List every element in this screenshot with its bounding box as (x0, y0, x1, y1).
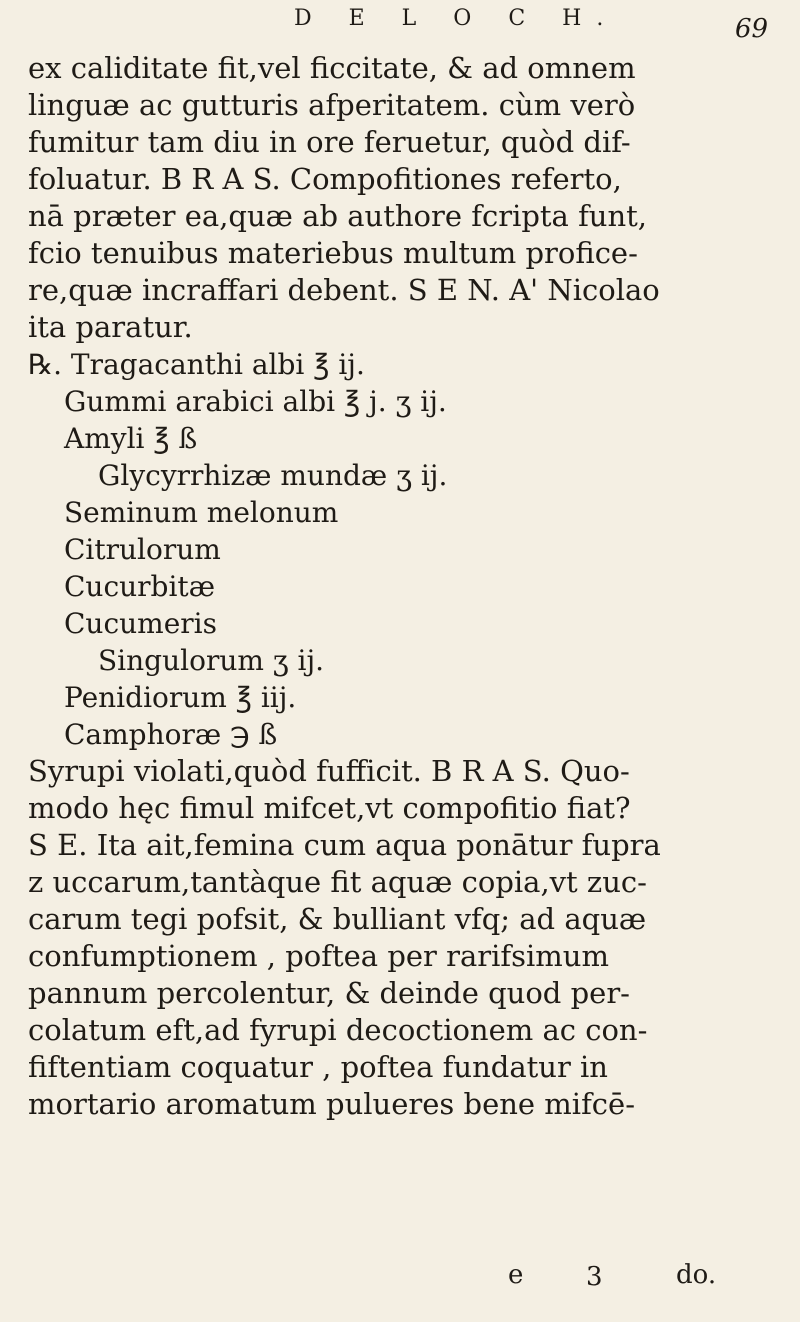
text-line: carum tegi pofsit, & bulliant vfq; ad aquæ (28, 902, 647, 936)
text-line: re,quæ incraffari debent. S E N. A' Nicolao (28, 273, 660, 307)
text-line: pannum percolentur, & deinde quod per- (28, 976, 630, 1010)
text-line: ex caliditate fit,vel ficcitate, & ad omnem (28, 51, 636, 85)
recipe-line: Gummi arabici albi ℥ j. ʒ ij. (64, 385, 447, 418)
recipe-line: Penidiorum ℥ iij. (64, 681, 297, 714)
recipe-line: Glycyrrhizæ mundæ ʒ ij. (98, 459, 448, 492)
body-text (28, 50, 788, 1123)
text-line: ita paratur. (28, 310, 193, 344)
text-line: fumitur tam diu in ore feruetur, quòd dif- (28, 125, 631, 159)
catchword: do. (676, 1260, 717, 1290)
text-line: linguæ ac gutturis afperitatem. cùm verò (28, 88, 636, 122)
page-footer (0, 1260, 800, 1300)
recipe-line: ℞. Tragacanthi albi ℥ ij. (28, 348, 365, 381)
recipe-line: Cucumeris (64, 607, 218, 640)
signature-number: 3 (586, 1262, 603, 1292)
running-head-title: D E L O C H. (294, 6, 619, 31)
recipe-line: Singulorum ʒ ij. (98, 644, 325, 677)
page-number: 69 (735, 14, 769, 44)
recipe-line: Camphoræ ℈ ß (64, 718, 278, 751)
recipe-line: Cucurbitæ (64, 570, 216, 603)
recipe-list (28, 346, 788, 753)
text-line: nā præter ea,quæ ab authore fcripta funt, (28, 199, 648, 233)
text-line: fiftentiam coquatur , poftea fundatur in (28, 1050, 608, 1084)
text-line: foluatur. B R A S. Compofitiones referto, (28, 162, 622, 196)
signature-mark: e (508, 1260, 524, 1290)
text-line: S E. Ita ait,femina cum aqua ponātur fupra (28, 828, 661, 862)
text-line: z uccarum,tantàque fit aquæ copia,vt zuc- (28, 865, 647, 899)
text-line: fcio tenuibus materiebus multum profice- (28, 236, 638, 270)
recipe-line: Seminum melonum (64, 496, 339, 529)
text-line: modo hęc fimul mifcet,vt compofitio fiat? (28, 791, 631, 825)
running-head (0, 2, 800, 50)
text-line: mortario aromatum pulueres bene mifcē- (28, 1087, 636, 1121)
text-line: colatum eft,ad fyrupi decoctionem ac con- (28, 1013, 648, 1047)
recipe-line: Citrulorum (64, 533, 221, 566)
recipe-line: Amyli ℥ ß (64, 422, 198, 455)
text-line: confumptionem , poftea per rarifsimum (28, 939, 609, 973)
text-line: Syrupi violati,quòd fufficit. B R A S. Quo- (28, 754, 630, 788)
